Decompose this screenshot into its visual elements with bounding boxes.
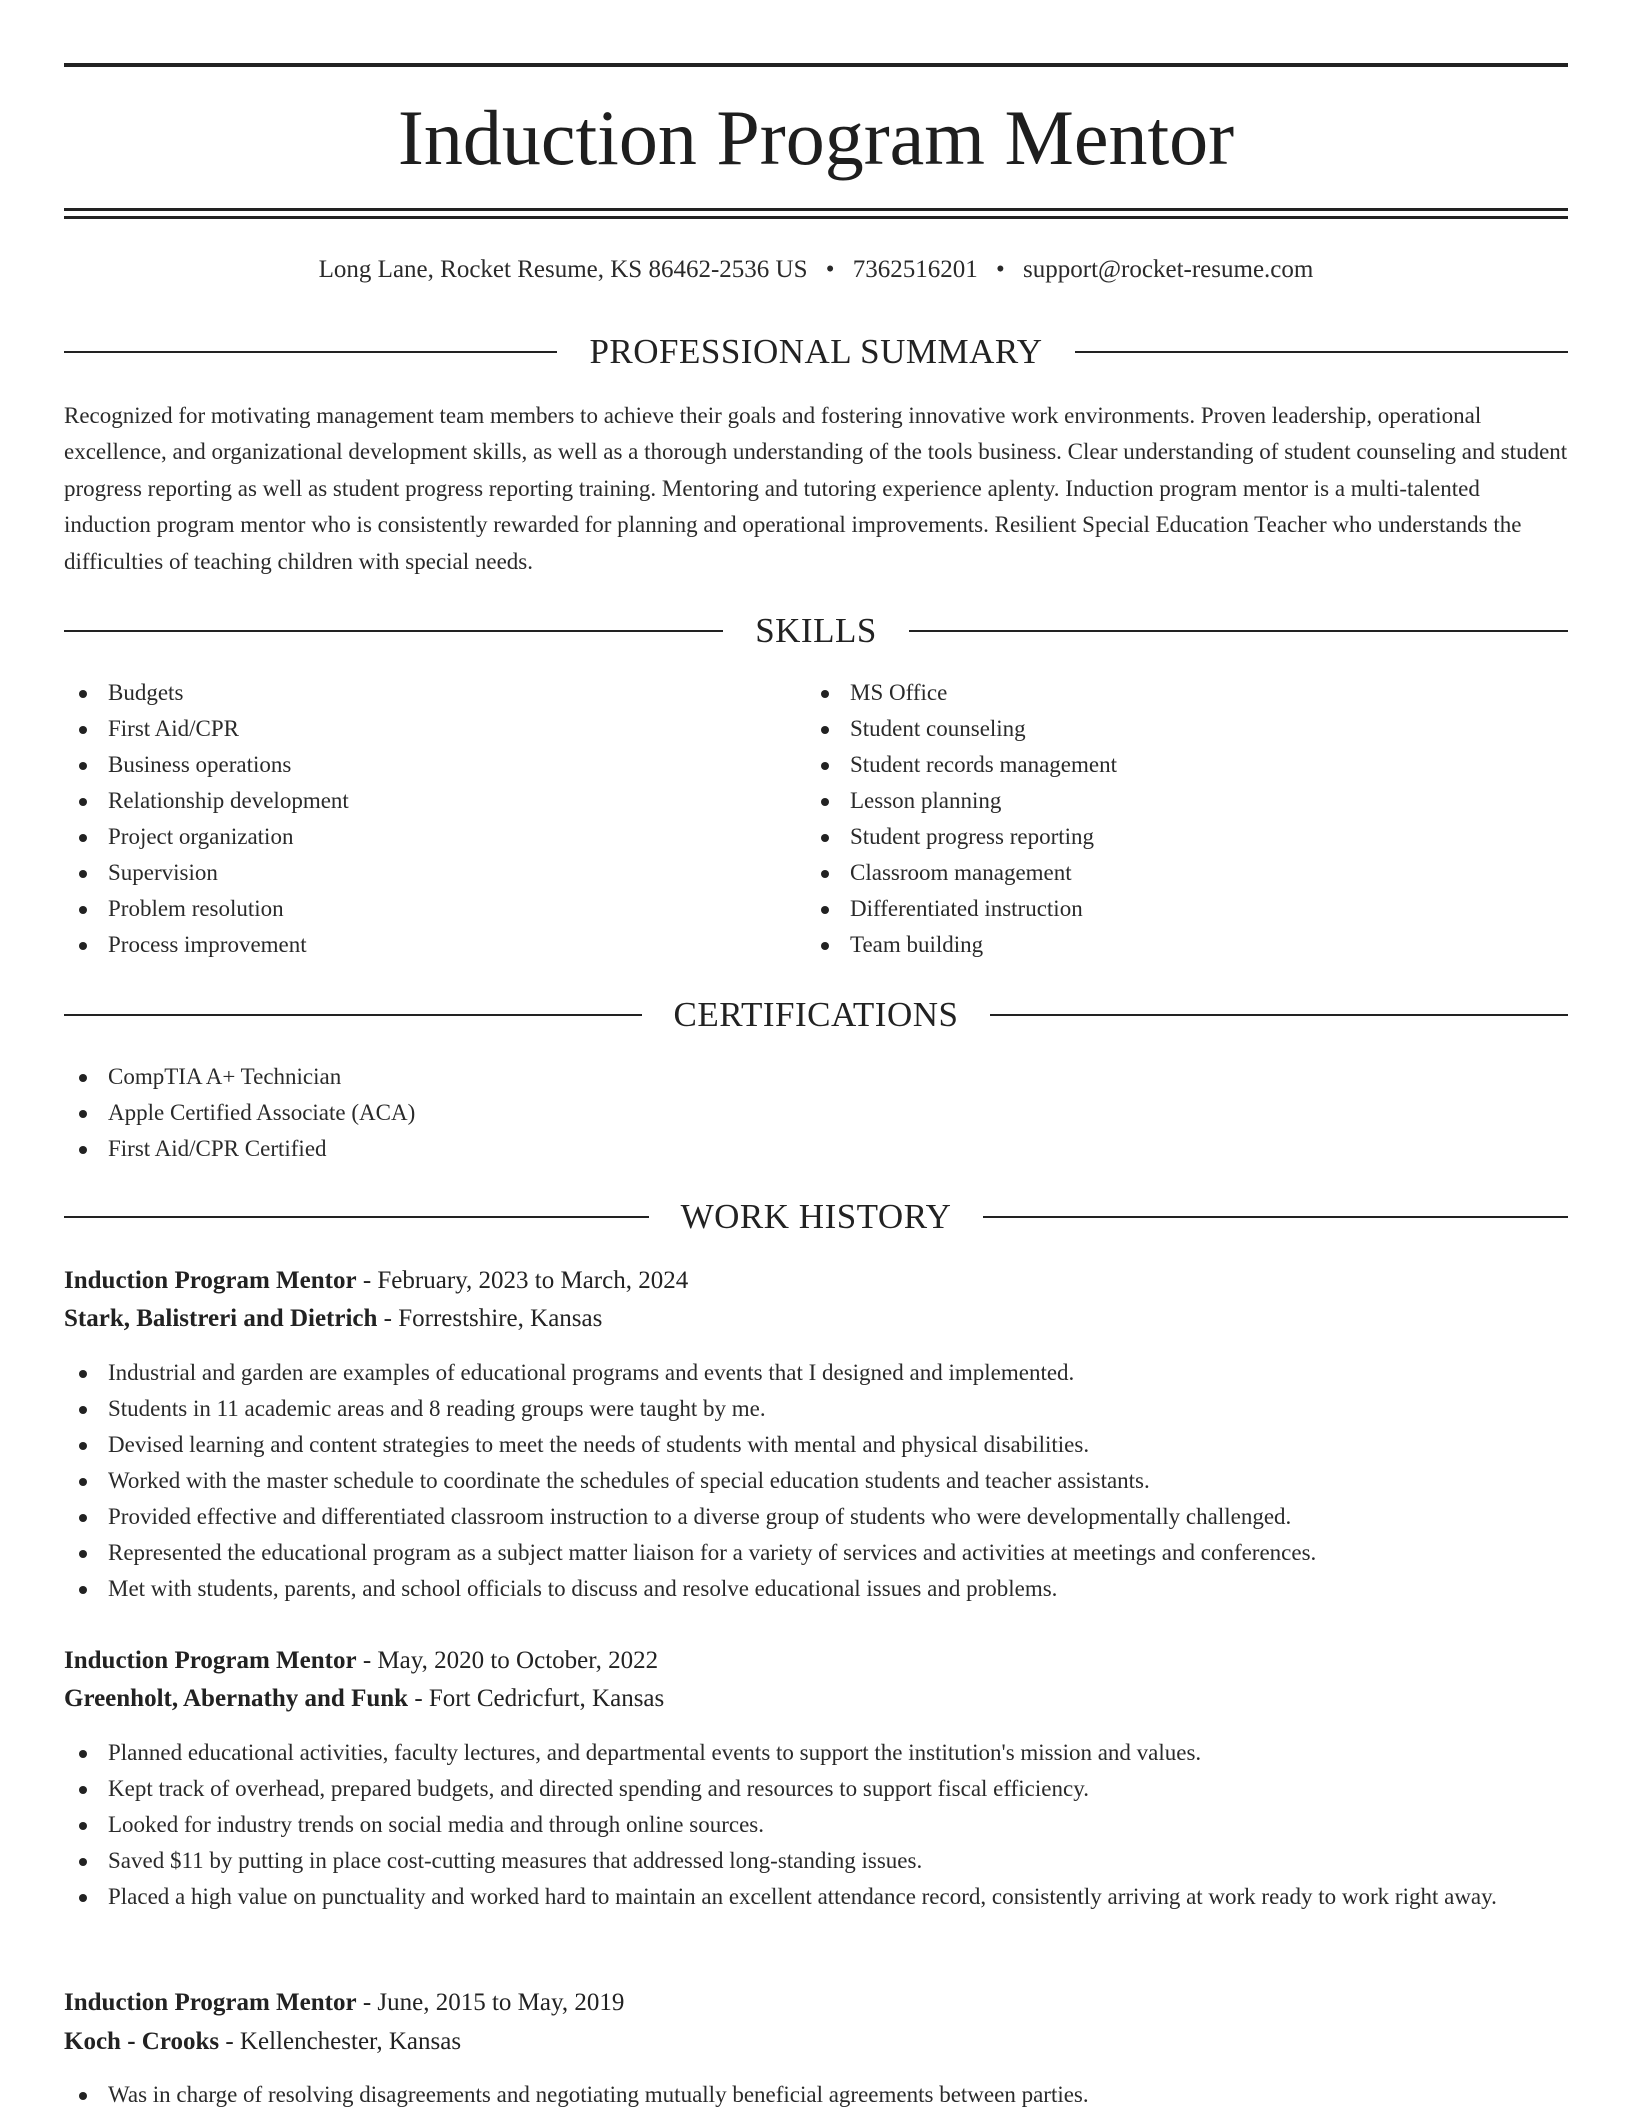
- list-item: [64, 1463, 1568, 1499]
- list-item-text: First Aid/CPR Certified: [108, 1136, 327, 1161]
- bullet-dot: [79, 1074, 87, 1082]
- bullet-dot: [79, 1478, 87, 1486]
- job-title: Induction Program Mentor: [64, 1647, 357, 1674]
- bullet-dot: [821, 690, 829, 698]
- bullet-dot: [79, 726, 87, 734]
- heading-rule: [990, 1014, 1568, 1016]
- bullet-dot: [79, 870, 87, 878]
- header-double-rule-bottom: [64, 216, 1568, 219]
- list-item-text: Industrial and garden are examples of educational programs and events that I designed and implemented.: [108, 1360, 1075, 1385]
- job-title-line: [64, 1985, 1568, 2021]
- bullet-dot: [79, 1822, 87, 1830]
- header-double-rule-top: [64, 208, 1568, 211]
- heading-rule: [64, 1014, 642, 1016]
- job-dates: - February, 2023 to March, 2024: [362, 1267, 689, 1294]
- heading-rule: [64, 630, 723, 632]
- resume-name-title: Induction Program Mentor: [397, 94, 1235, 181]
- list-item-text: Student progress reporting: [850, 824, 1095, 849]
- contact-email: support@rocket-resume.com: [1023, 256, 1314, 283]
- list-item-text: Students in 11 academic areas and 8 reading groups were taught by me.: [108, 1396, 766, 1421]
- list-item-text: Worked with the master schedule to coordinate the schedules of special education students and teacher assistants.: [108, 1468, 1150, 1493]
- job-company-line: [64, 1301, 1568, 1337]
- list-item: [64, 1391, 1568, 1427]
- job-dates: - June, 2015 to May, 2019: [362, 1989, 625, 2016]
- contact-line: [64, 252, 1568, 288]
- job-bullet-list: [64, 1735, 1568, 1915]
- list-item: [64, 1879, 1568, 1915]
- bullet-dot: [79, 1894, 87, 1902]
- list-item-text: First Aid/CPR: [108, 716, 240, 741]
- bullet-dot: [821, 834, 829, 842]
- list-item-text: Team building: [850, 932, 984, 957]
- list-item-text: Kept track of overhead, prepared budgets, and directed spending and resources to support fiscal efficiency.: [108, 1776, 1089, 1801]
- bullet-dot: [79, 906, 87, 914]
- list-item-text: Process improvement: [108, 932, 307, 957]
- list-item: [64, 1095, 1568, 1131]
- job-company-line: [64, 2024, 1568, 2060]
- list-item: [64, 747, 804, 783]
- section-title: CERTIFICATIONS: [673, 995, 959, 1034]
- job-title-line: [64, 1643, 1568, 1679]
- bullet-dot: [821, 798, 829, 806]
- job-company: Stark, Balistreri and Dietrich: [64, 1305, 378, 1332]
- section-heading-certifications: [64, 993, 1568, 1037]
- list-item-text: Relationship development: [108, 788, 349, 813]
- job-dates: - May, 2020 to October, 2022: [362, 1647, 659, 1674]
- list-item: [806, 711, 1566, 747]
- list-item: [806, 675, 1566, 711]
- list-item: [64, 783, 804, 819]
- list-item-text: Business operations: [108, 752, 292, 777]
- bullet-dot: [79, 1406, 87, 1414]
- contact-address: Long Lane, Rocket Resume, KS 86462-2536 US: [318, 256, 808, 283]
- bullet-dot: [79, 1146, 87, 1154]
- list-item-text: Placed a high value on punctuality and worked hard to maintain an excellent attendance record, consistently arriving at work ready to work right away.: [108, 1884, 1497, 1909]
- skills-list-left: [64, 675, 804, 963]
- certifications-list: [64, 1059, 1568, 1167]
- skills-list-right: [806, 675, 1566, 963]
- job-location: - Forrestshire, Kansas: [383, 1305, 603, 1332]
- bullet-dot: [79, 798, 87, 806]
- heading-rule: [1075, 351, 1568, 353]
- list-item-text: CompTIA A+ Technician: [108, 1064, 342, 1089]
- bullet-dot: [821, 762, 829, 770]
- contact-phone: 7362516201: [852, 256, 978, 283]
- list-item-text: Differentiated instruction: [850, 896, 1083, 921]
- list-item: [64, 1355, 1568, 1391]
- job-company: Greenholt, Abernathy and Funk: [64, 1685, 409, 1712]
- bullet-dot: [79, 1586, 87, 1594]
- list-item-text: Represented the educational program as a subject matter liaison for a variety of services and activities at meetings and conferences.: [108, 1540, 1317, 1565]
- list-item-text: Devised learning and content strategies to meet the needs of students with mental and physical disabilities.: [108, 1432, 1090, 1457]
- bullet-dot: [821, 726, 829, 734]
- list-item: [64, 675, 804, 711]
- section-title: SKILLS: [755, 611, 877, 650]
- list-item: [806, 891, 1566, 927]
- list-item-text: Supervision: [108, 860, 218, 885]
- bullet-dot: [79, 1550, 87, 1558]
- list-item: [64, 1499, 1568, 1535]
- list-item: [64, 1735, 1568, 1771]
- bullet-dot: [821, 906, 829, 914]
- heading-rule: [983, 1216, 1568, 1218]
- list-item: [64, 1131, 1568, 1167]
- list-item-text: Problem resolution: [108, 896, 284, 921]
- job-location: - Kellenchester, Kansas: [225, 2028, 462, 2055]
- list-item: [64, 1807, 1568, 1843]
- heading-rule: [64, 1216, 649, 1218]
- list-item: [806, 819, 1566, 855]
- list-item-text: Met with students, parents, and school officials to discuss and resolve educational issues and problems.: [108, 1576, 1058, 1601]
- bullet-dot: [79, 1514, 87, 1522]
- section-heading-summary: [64, 330, 1568, 374]
- list-item: [64, 711, 804, 747]
- bullet-dot: [821, 870, 829, 878]
- job-title-line: [64, 1263, 1568, 1299]
- bullet-dot: [79, 762, 87, 770]
- bullet-dot: [79, 2092, 87, 2100]
- bullet-dot: [79, 1442, 87, 1450]
- list-item-text: Lesson planning: [850, 788, 1002, 813]
- section-title: PROFESSIONAL SUMMARY: [589, 332, 1043, 371]
- list-item-text: Student counseling: [850, 716, 1026, 741]
- section-title: WORK HISTORY: [680, 1197, 952, 1236]
- section-heading-skills: [64, 609, 1568, 653]
- list-item: [64, 1059, 1568, 1095]
- job-bullet-list: [64, 2077, 1568, 2113]
- list-item-text: Classroom management: [850, 860, 1072, 885]
- list-item: [806, 855, 1566, 891]
- list-item: [64, 927, 804, 963]
- list-item: [64, 1843, 1568, 1879]
- bullet-dot: [79, 1110, 87, 1118]
- list-item-text: MS Office: [850, 680, 948, 705]
- list-item-text: Was in charge of resolving disagreements and negotiating mutually beneficial agreements between parties.: [108, 2082, 1089, 2107]
- bullet-dot: [79, 1750, 87, 1758]
- job-company: Koch - Crooks: [64, 2028, 220, 2055]
- list-item-text: Saved $11 by putting in place cost-cutting measures that addressed long-standing issues.: [108, 1848, 923, 1873]
- list-item-text: Project organization: [108, 824, 294, 849]
- job-title: Induction Program Mentor: [64, 1267, 357, 1294]
- list-item: [64, 891, 804, 927]
- list-item-text: Provided effective and differentiated classroom instruction to a diverse group of students who were developmentally challenged.: [108, 1504, 1292, 1529]
- heading-rule: [64, 351, 557, 353]
- bullet-dot: [79, 1858, 87, 1866]
- header-top-rule: [64, 63, 1568, 67]
- summary-paragraph: Recognized for motivating management team members to achieve their goals and fostering innovative work environments. Proven leadership, operational excellence, and organizational development skills, as well as a thorough understanding of the tools business. Clear understanding of student counseling and student progress reporting as well as student progress reporting training. Mentoring and tutoring experience aplenty. Induction program mentor is a multi-talented induction program mentor who is consistently rewarded for planning and operational improvements. Resilient Special Education Teacher who understands the difficulties of teaching children with special needs.: [64, 403, 1568, 574]
- list-item-text: Apple Certified Associate (ACA): [108, 1100, 416, 1125]
- list-item: [64, 819, 804, 855]
- job-location: - Fort Cedricfurt, Kansas: [414, 1685, 665, 1712]
- bullet-separator: •: [996, 256, 1005, 283]
- list-item: [64, 1771, 1568, 1807]
- list-item: [806, 927, 1566, 963]
- bullet-dot: [79, 834, 87, 842]
- list-item-text: Student records management: [850, 752, 1117, 777]
- bullet-dot: [821, 942, 829, 950]
- list-item: [64, 2077, 1568, 2113]
- list-item: [806, 783, 1566, 819]
- bullet-separator: •: [825, 256, 835, 283]
- bullet-dot: [79, 1370, 87, 1378]
- job-bullet-list: [64, 1355, 1568, 1607]
- list-item: [64, 855, 804, 891]
- section-heading-work-history: [64, 1195, 1568, 1239]
- list-item-text: Planned educational activities, faculty lectures, and departmental events to support the institution's mission and values.: [108, 1740, 1202, 1765]
- list-item: [64, 1535, 1568, 1571]
- list-item-text: Looked for industry trends on social media and through online sources.: [108, 1812, 764, 1837]
- job-title: Induction Program Mentor: [64, 1989, 357, 2016]
- list-item: [64, 1427, 1568, 1463]
- heading-rule: [909, 630, 1568, 632]
- list-item: [806, 747, 1566, 783]
- list-item-text: Budgets: [108, 680, 184, 705]
- bullet-dot: [79, 690, 87, 698]
- list-item: [64, 1571, 1568, 1607]
- bullet-dot: [79, 1786, 87, 1794]
- bullet-dot: [79, 942, 87, 950]
- job-company-line: [64, 1681, 1568, 1717]
